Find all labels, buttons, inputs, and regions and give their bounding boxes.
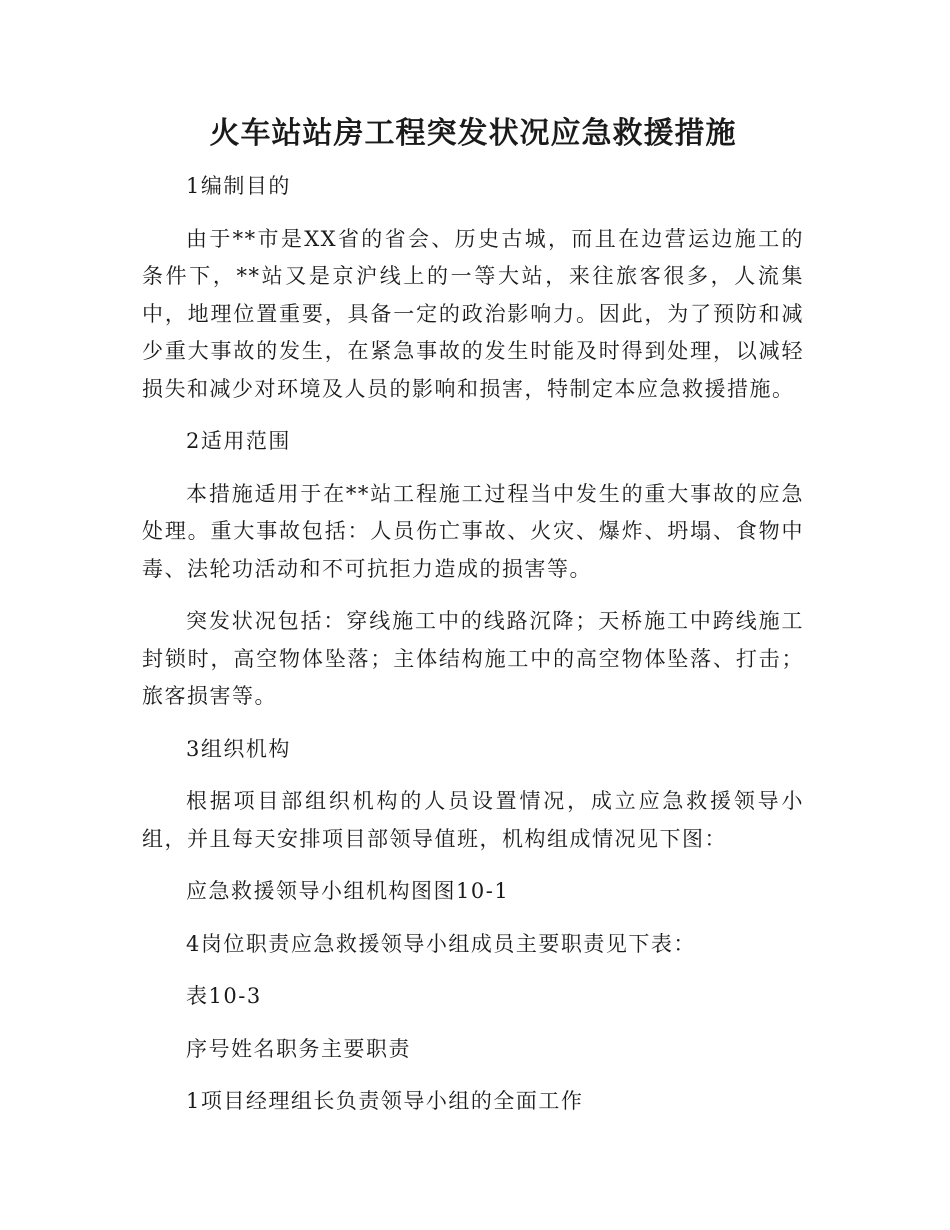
section-heading-purpose: 1编制目的 [186,174,291,198]
section-heading-duties: 4岗位职责应急救援领导小组成员主要职责见下表： [186,931,696,956]
paragraph-emergencies: 突发状况包括：穿线施工中的线路沉降；天桥施工中跨线施工封锁时，高空物体坠落；主体结构施工中的高空物体坠落、打击；旅客损害等。 [142,609,804,708]
table-header-row: 序号姓名职务主要职责 [186,1036,411,1061]
document-page [142,112,804,1136]
paragraph-scope: 本措施适用于在**站工程施工过程当中发生的重大事故的应急处理。重大事故包括：人员伤亡事故、火灾、爆炸、坍塌、食物中毒、法轮功活动和不可抗拒力造成的损害等。 [142,481,804,581]
section-heading-organization: 3组织机构 [186,736,291,761]
table-row: 1项目经理组长负责领导小组的全面工作 [186,1089,584,1113]
document-title: 火车站站房工程突发状况应急救援措施 [209,116,737,151]
table-caption: 表10-3 [186,984,262,1008]
paragraph-organization: 根据项目部组织机构的人员设置情况，成立应急救援领导小组，并且每天安排项目部领导值班，机构组成情况见下图： [142,789,804,851]
section-heading-scope: 2适用范围 [186,429,291,453]
figure-caption: 应急救援领导小组机构图图10-1 [186,879,510,903]
paragraph-purpose: 由于**市是XX省的省会、历史古城，而且在边营运边施工的条件下，**站又是京沪线上的一等大站，来往旅客很多，人流集中，地理位置重要，具备一定的政治影响力。因此，为了预防和减少重大事故的发生，在紧急事故的发生时能及时得到处理，以减轻损失和减少对环境及人员的影响和损害，特制定本应急救援措施。 [142,226,804,401]
